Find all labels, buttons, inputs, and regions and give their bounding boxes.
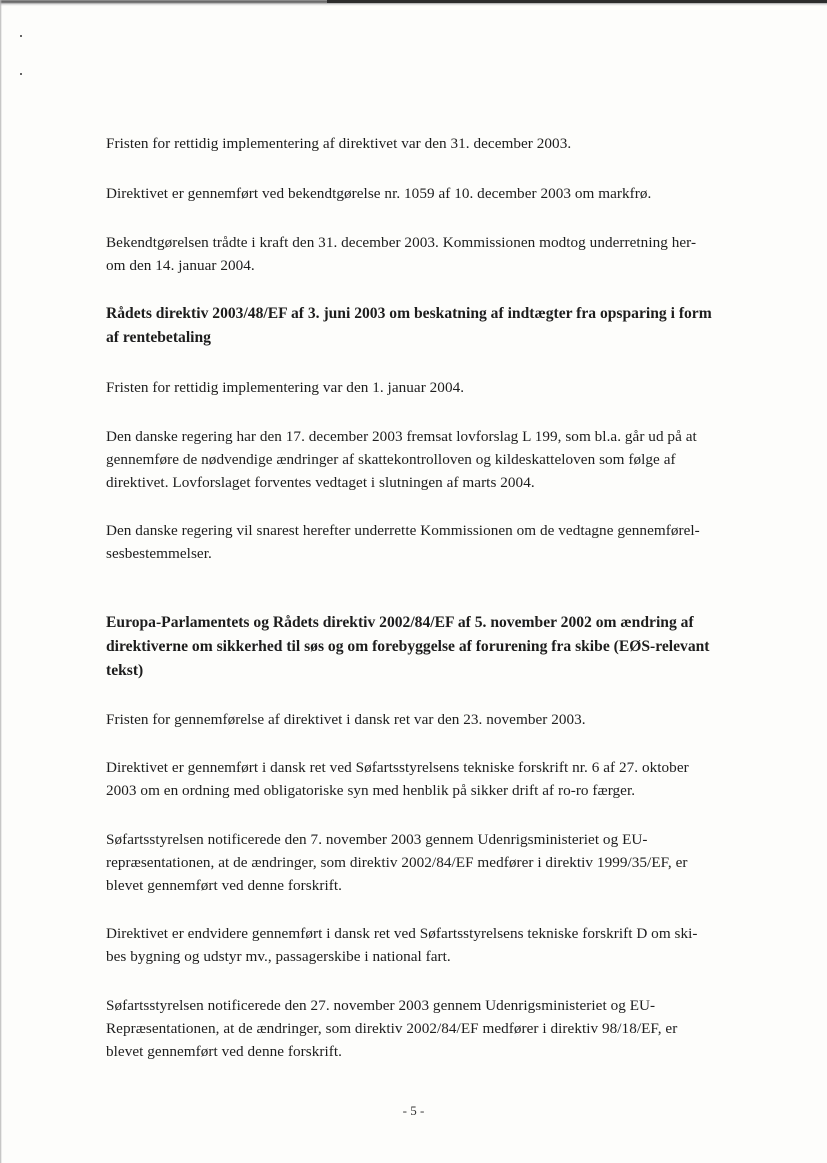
paragraph-notification-3: Søfartsstyrelsen notificerede den 27. november 2003 gennem Udenrigsministeriet og EU- Repræsentationen, at de ændringer, som direktiv 2002/84/EF medfører i direktiv 98/18/EF, er blevet gennemført ved denne forskrift.	[106, 997, 678, 1060]
scan-edge-top-dark	[327, 0, 827, 3]
paragraph-technical-regulation: Direktivet er gennemført i dansk ret ved Søfartsstyrelsens tekniske forskrift nr. 6 af 27. oktober 2003 om en ordning med obligatoriske syn med henblik på sikker drift af ro-ro færger.	[106, 759, 689, 799]
paragraph-deadline-2: Fristen for rettidig implementering var den 1. januar 2004.	[106, 379, 465, 396]
paragraph-notification: Bekendtgørelsen trådte i kraft den 31. december 2003. Kommissionen modtog underretning her- om den 14. januar 2004.	[106, 234, 697, 274]
paragraph-bill-proposal: Den danske regering har den 17. december 2003 fremsat lovforslag L 199, som bl.a. går ud på at gennemføre de nødvendige ændringer af skattekontrolloven og kildeskatteloven som følge af direktivet. Lovforslaget forventes vedtaget i slutningen af marts 2004.	[106, 428, 697, 491]
paragraph-notification-2: Søfartsstyrelsen notificerede den 7. november 2003 gennem Udenrigsministeriet og EU- repræsentationen, at de ændringer, som direktiv 2002/84/EF medfører i direktiv 1999/35/EF, er blevet gennemført ved denne forskrift.	[106, 831, 688, 894]
page-number: - 5 -	[402, 1103, 425, 1118]
section-heading-2002-84-ef: Europa-Parlamentets og Rådets direktiv 2002/84/EF af 5. november 2002 om ændring af direktiverne om sikkerhed til søs og om forebyggelse af forurening fra skibe (EØS-relevant tekst)	[106, 614, 710, 679]
paragraph-government-notice: Den danske regering vil snarest herefter underrette Kommissionen om de vedtagne gennemførel- sesbestemmelser.	[106, 522, 700, 562]
paragraph-deadline-3: Fristen for gennemførelse af direktivet i dansk ret var den 23. november 2003.	[106, 711, 586, 728]
section-heading-2003-48-ef: Rådets direktiv 2003/48/EF af 3. juni 2003 om beskatning af indtægter fra opsparing i form af rentebetaling	[106, 305, 712, 346]
paragraph-implementation: Direktivet er gennemført ved bekendtgørelse nr. 1059 af 10. december 2003 om markfrø.	[106, 185, 652, 202]
scan-speck	[20, 35, 22, 37]
scan-speck	[20, 73, 22, 75]
scan-edge-left	[0, 0, 2, 1163]
paragraph-technical-regulation-d: Direktivet er endvidere gennemført i dansk ret ved Søfartsstyrelsens tekniske forskrift D om ski- bes bygning og udstyr mv., passagerskibe i national fart.	[106, 925, 698, 965]
paragraph-deadline: Fristen for rettidig implementering af direktivet var den 31. december 2003.	[106, 135, 572, 152]
document-body	[106, 128, 766, 1063]
